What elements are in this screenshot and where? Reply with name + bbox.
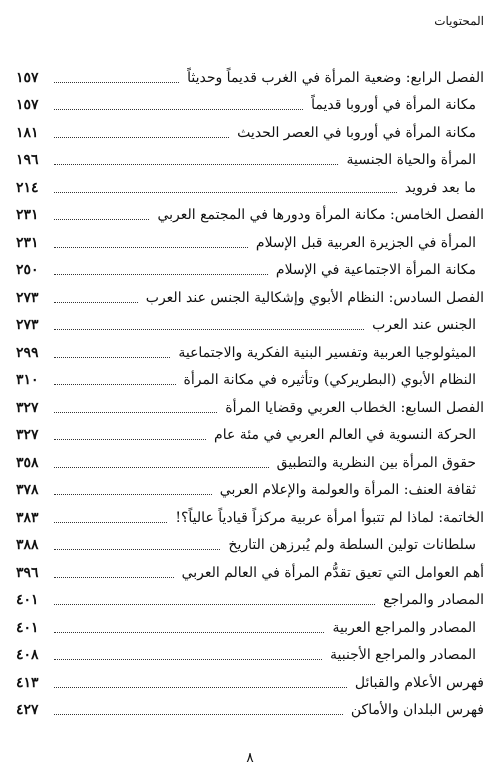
toc-entry-page: ٣٨٨ bbox=[16, 537, 39, 554]
toc-entry[interactable] bbox=[16, 394, 484, 422]
toc-entry-title: المصادر والمراجع الأجنبية bbox=[330, 647, 476, 664]
toc-entry[interactable] bbox=[16, 422, 484, 450]
dot-leader bbox=[54, 631, 324, 633]
toc-entry-title: الجنس عند العرب bbox=[372, 317, 476, 334]
toc-entry-title: الفصل السابع: الخطاب العربي وقضايا المرأة bbox=[225, 399, 484, 416]
page-number: ٨ bbox=[246, 750, 254, 766]
toc-entry-page: ٣٩٦ bbox=[16, 564, 39, 581]
toc-entry-page: ٣٥٨ bbox=[16, 454, 39, 471]
toc-entry[interactable] bbox=[16, 504, 484, 532]
toc-entry[interactable] bbox=[16, 284, 484, 312]
toc-entry-title: الفصل السادس: النظام الأبوي وإشكالية الجنس عند العرب bbox=[145, 289, 484, 306]
toc-entry-page: ٢٧٣ bbox=[16, 289, 39, 306]
toc-entry[interactable] bbox=[16, 229, 484, 257]
toc-entry-page: ٣٧٨ bbox=[16, 482, 39, 499]
dot-leader bbox=[54, 466, 269, 468]
running-header: المحتويات bbox=[434, 14, 484, 28]
toc-entry-page: ٣١٠ bbox=[16, 372, 39, 389]
toc-entry[interactable] bbox=[16, 339, 484, 367]
toc-entry-page: ٤٠١ bbox=[16, 619, 39, 636]
toc-entry-title: ثقافة العنف: المرأة والعولمة والإعلام العربي bbox=[219, 482, 476, 499]
toc-entry-title: الميثولوجيا العربية وتفسير البنية الفكرية والاجتماعية bbox=[178, 344, 476, 361]
dot-leader bbox=[54, 576, 174, 578]
toc-entry-page: ٢٥٠ bbox=[16, 262, 39, 279]
toc-entry-title: مكانة المرأة الاجتماعية في الإسلام bbox=[275, 262, 476, 279]
dot-leader bbox=[54, 713, 343, 715]
toc-entry-page: ٢٧٣ bbox=[16, 317, 39, 334]
toc-entry[interactable] bbox=[16, 312, 484, 340]
toc-entry[interactable] bbox=[16, 449, 484, 477]
toc-entry-title: فهرس الأعلام والقبائل bbox=[354, 674, 484, 691]
dot-leader bbox=[54, 163, 338, 165]
toc-entry-page: ٢٣١ bbox=[16, 234, 39, 251]
toc-entry[interactable] bbox=[16, 477, 484, 505]
dot-leader bbox=[54, 273, 268, 275]
toc-entry[interactable] bbox=[16, 174, 484, 202]
dot-leader bbox=[54, 493, 212, 495]
toc-entry-title: المرأة والحياة الجنسية bbox=[346, 152, 476, 169]
toc-entry-title: فهرس البلدان والأماكن bbox=[350, 702, 484, 719]
toc-entry[interactable] bbox=[16, 669, 484, 697]
dot-leader bbox=[54, 356, 170, 358]
toc-entry-page: ٣٢٧ bbox=[16, 399, 39, 416]
toc-entry-title: أهم العوامل التي تعيق تقدُّم المرأة في العالم العربي bbox=[181, 564, 484, 581]
toc-entry[interactable] bbox=[16, 64, 484, 92]
dot-leader bbox=[54, 136, 229, 138]
table-of-contents bbox=[16, 64, 484, 724]
toc-entry-title: الخاتمة: لماذا لم تتبوأ امرأة عربية مركزاً قيادياً عالياً؟! bbox=[175, 509, 484, 526]
toc-entry-title: النظام الأبوي (البطريركي) وتأثيره في مكانة المرأة bbox=[183, 372, 476, 389]
toc-entry-page: ٢٣١ bbox=[16, 207, 39, 224]
toc-entry-page: ٤١٣ bbox=[16, 674, 39, 691]
toc-entry[interactable] bbox=[16, 642, 484, 670]
toc-entry-page: ٢٩٩ bbox=[16, 344, 39, 361]
dot-leader bbox=[54, 191, 397, 193]
toc-entry-page: ٤٢٧ bbox=[16, 702, 39, 719]
toc-entry-page: ١٥٧ bbox=[16, 69, 39, 86]
toc-entry[interactable] bbox=[16, 367, 484, 395]
toc-entry[interactable] bbox=[16, 202, 484, 230]
dot-leader bbox=[54, 603, 375, 605]
dot-leader bbox=[54, 658, 322, 660]
toc-entry-title: مكانة المرأة في أوروبا في العصر الحديث bbox=[237, 124, 476, 141]
toc-entry-page: ١٩٦ bbox=[16, 152, 39, 169]
dot-leader bbox=[54, 521, 167, 523]
toc-entry-title: مكانة المرأة في أوروبا قديماً bbox=[311, 97, 476, 114]
toc-entry[interactable] bbox=[16, 119, 484, 147]
toc-entry-title: المصادر والمراجع bbox=[383, 592, 484, 609]
dot-leader bbox=[54, 411, 217, 413]
dot-leader bbox=[54, 686, 347, 688]
toc-entry-title: الفصل الرابع: وضعية المرأة في الغرب قديماً وحديثاً bbox=[187, 69, 484, 86]
toc-entry[interactable] bbox=[16, 697, 484, 725]
dot-leader bbox=[54, 438, 206, 440]
dot-leader bbox=[54, 328, 364, 330]
toc-entry[interactable] bbox=[16, 614, 484, 642]
toc-entry[interactable] bbox=[16, 257, 484, 285]
toc-entry-title: المرأة في الجزيرة العربية قبل الإسلام bbox=[255, 234, 476, 251]
dot-leader bbox=[54, 246, 248, 248]
toc-entry-page: ٢١٤ bbox=[16, 179, 39, 196]
toc-entry-page: ٤٠١ bbox=[16, 592, 39, 609]
toc-entry[interactable] bbox=[16, 92, 484, 120]
toc-entry-title: سلطانات تولين السلطة ولم يُبرزهن التاريخ bbox=[228, 537, 476, 554]
dot-leader bbox=[54, 108, 303, 110]
dot-leader bbox=[54, 301, 138, 303]
toc-entry[interactable] bbox=[16, 532, 484, 560]
toc-entry[interactable] bbox=[16, 559, 484, 587]
toc-entry-title: حقوق المرأة بين النظرية والتطبيق bbox=[276, 454, 476, 471]
toc-entry-page: ١٨١ bbox=[16, 124, 39, 141]
toc-entry-title: المصادر والمراجع العربية bbox=[332, 619, 476, 636]
toc-entry-page: ٣٨٣ bbox=[16, 509, 39, 526]
toc-entry-title: ما بعد فرويد bbox=[404, 179, 476, 196]
toc-entry-page: ١٥٧ bbox=[16, 97, 39, 114]
toc-entry-title: الحركة النسوية في العالم العربي في مئة عام bbox=[214, 427, 476, 444]
dot-leader bbox=[54, 81, 179, 83]
dot-leader bbox=[54, 218, 149, 220]
toc-entry[interactable] bbox=[16, 147, 484, 175]
toc-entry[interactable] bbox=[16, 587, 484, 615]
toc-entry-title: الفصل الخامس: مكانة المرأة ودورها في المجتمع العربي bbox=[157, 207, 484, 224]
dot-leader bbox=[54, 548, 220, 550]
toc-entry-page: ٤٠٨ bbox=[16, 647, 39, 664]
toc-entry-page: ٣٢٧ bbox=[16, 427, 39, 444]
dot-leader bbox=[54, 383, 176, 385]
